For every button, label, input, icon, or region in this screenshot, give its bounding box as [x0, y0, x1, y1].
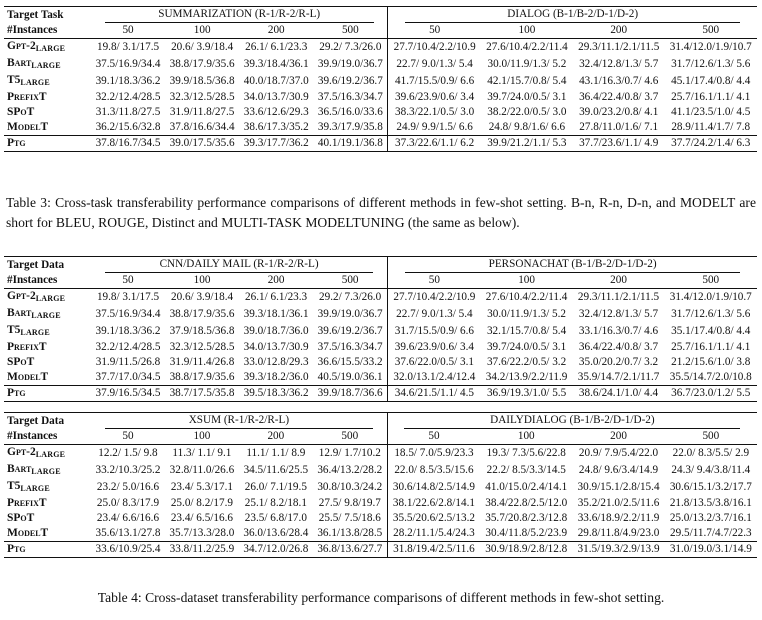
instances-header-cell: 100 — [165, 273, 239, 289]
target-task-label: Target Task — [4, 7, 91, 24]
value-cell: 38.7/17.5/35.8 — [165, 386, 239, 402]
value-cell: 37.8/16.6/34.4 — [169, 121, 235, 133]
table-row — [4, 355, 757, 370]
table-row — [4, 340, 757, 355]
value-cell: 32.0/13.1/2.4/12.4 — [388, 370, 481, 386]
value-cell: 38.4/22.8/2.5/12.0 — [485, 497, 568, 509]
value-cell: 39.6/23.9/0.6/ 3.4 — [388, 90, 481, 105]
method-name: SPoT — [7, 512, 35, 524]
value-cell: 25.0/ 8.2/17.9 — [170, 497, 233, 509]
value-cell: 38.2/22.0/0.5/ 3.0 — [487, 106, 567, 118]
value-cell: 33.6/12.6/29.3 — [243, 106, 309, 118]
method-name: SPoT — [7, 356, 35, 368]
personachat-group-header: PERSONACHAT (B-1/B-2/D-1/D-2) — [405, 257, 741, 273]
value-cell: 24.8/ 9.6/3.4/14.9 — [578, 464, 659, 476]
value-cell: 25.7/16.1/1.1/ 4.1 — [671, 341, 751, 353]
value-cell: 25.0/ 8.3/17.9 — [96, 497, 160, 509]
instances-header-cell: 500 — [664, 23, 757, 39]
value-cell: 36.9/19.3/1.0/ 5.5 — [481, 386, 573, 402]
value-cell: 31.7/12.6/1.3/ 5.6 — [671, 58, 751, 70]
table-row — [4, 136, 757, 152]
method-cell — [4, 323, 91, 340]
instances-label: #Instances — [4, 429, 91, 445]
method-name: T5 — [7, 324, 21, 336]
value-cell: 40.5/19.0/36.1 — [317, 371, 383, 383]
instances-header-cell: 500 — [665, 429, 757, 445]
value-cell: 31.7/12.6/1.3/ 5.6 — [671, 308, 751, 320]
table-row — [4, 105, 757, 120]
value-cell: 31.8/19.4/2.5/11.6 — [387, 542, 480, 558]
value-cell: 33.1/16.3/0.7/ 4.6 — [578, 325, 659, 337]
table-row — [4, 56, 757, 73]
method-name: Bart — [7, 57, 32, 69]
value-cell: 24.8/ 9.8/1.6/ 6.6 — [488, 121, 566, 133]
value-cell: 20.9/ 7.9/5.4/22.0 — [578, 447, 659, 459]
method-name: PrefixT — [7, 497, 47, 509]
instances-header-cell: 50 — [388, 23, 481, 39]
method-cell — [4, 445, 91, 463]
method-name: PrefixT — [7, 341, 47, 353]
table-row — [4, 496, 757, 511]
value-cell: 35.7/13.3/28.0 — [169, 527, 235, 539]
value-cell: 37.9/18.5/36.8 — [169, 325, 235, 337]
instances-header-cell: 100 — [165, 429, 239, 445]
value-cell: 34.6/21.5/1.1/ 4.5 — [388, 386, 481, 402]
value-cell: 40.1/19.1/36.8 — [313, 136, 388, 152]
value-cell: 39.5/18.3/36.2 — [239, 386, 313, 402]
value-cell: 37.7/23.6/1.1/ 4.9 — [573, 136, 665, 152]
instances-header-cell: 500 — [665, 273, 757, 289]
value-cell: 30.0/11.9/1.3/ 5.2 — [487, 58, 567, 70]
table-row — [4, 120, 757, 136]
value-cell: 39.9/21.2/1.1/ 5.3 — [481, 136, 573, 152]
instances-header-cell: 200 — [573, 273, 665, 289]
table-row — [4, 526, 757, 542]
value-cell: 35.7/20.8/2.3/12.8 — [485, 512, 568, 524]
value-cell: 28.2/11.1/5.4/24.3 — [387, 526, 480, 542]
method-cell — [4, 370, 91, 386]
table-row — [4, 462, 757, 479]
instances-header-cell: 500 — [313, 429, 387, 445]
value-cell: 25.0/13.2/3.7/16.1 — [669, 512, 752, 524]
value-cell: 20.6/ 3.9/18.4 — [171, 41, 234, 53]
table-row — [4, 289, 757, 307]
value-cell: 23.5/ 6.8/17.0 — [244, 512, 307, 524]
method-cell — [4, 105, 91, 120]
value-cell: 37.7/17.0/34.5 — [95, 371, 161, 383]
method-name: Gpt-2 — [7, 40, 36, 52]
value-cell: 38.6/17.3/35.2 — [243, 121, 309, 133]
value-cell: 35.1/17.4/0.8/ 4.4 — [671, 325, 751, 337]
value-cell: 28.9/11.4/1.7/ 7.8 — [671, 121, 751, 133]
value-cell: 23.2/ 5.0/16.6 — [96, 481, 160, 493]
value-cell: 32.8/11.0/26.6 — [169, 464, 235, 476]
method-cell — [4, 73, 91, 90]
table-row — [4, 323, 757, 340]
value-cell: 31.4/12.0/1.9/10.7 — [669, 291, 752, 303]
instances-header-cell: 100 — [481, 23, 573, 39]
instances-label: #Instances — [4, 23, 91, 39]
method-cell — [4, 90, 91, 105]
method-cell — [4, 542, 91, 558]
value-cell: 23.4/ 6.6/16.6 — [96, 512, 160, 524]
value-cell: 37.5/16.3/34.7 — [317, 341, 383, 353]
value-cell: 33.2/10.3/25.2 — [95, 464, 161, 476]
method-size-subscript: LARGE — [20, 328, 50, 337]
method-name: T5 — [7, 74, 21, 86]
value-cell: 35.9/14.7/2.1/11.7 — [577, 371, 660, 383]
value-cell: 30.4/11.8/5.2/23.9 — [485, 527, 568, 539]
value-cell: 35.0/20.2/0.7/ 3.2 — [578, 356, 659, 368]
value-cell: 31.3/11.8/27.5 — [95, 106, 161, 118]
table-row — [4, 479, 757, 496]
value-cell: 37.5/16.9/34.4 — [95, 58, 161, 70]
value-cell: 18.5/ 7.0/5.9/23.3 — [387, 445, 480, 463]
value-cell: 27.6/10.4/2.2/11.4 — [485, 291, 568, 303]
value-cell: 39.9/18.5/36.8 — [169, 75, 235, 87]
method-cell — [4, 496, 91, 511]
table-row — [4, 39, 757, 57]
value-cell: 29.5/11.7/4.7/22.3 — [670, 527, 752, 539]
instances-header-cell: 100 — [165, 23, 239, 39]
value-cell: 36.6/15.5/33.2 — [317, 356, 383, 368]
value-cell: 33.6/10.9/25.4 — [91, 542, 165, 558]
method-name: T5 — [7, 480, 21, 492]
instances-header-cell: 50 — [388, 273, 481, 289]
method-cell — [4, 511, 91, 526]
value-cell: 12.9/ 1.7/10.2 — [318, 447, 381, 459]
method-size-subscript: LARGE — [20, 78, 50, 87]
instances-header-cell: 200 — [572, 429, 664, 445]
instances-header-cell: 100 — [481, 273, 573, 289]
instances-header-cell: 200 — [573, 23, 665, 39]
value-cell: 30.9/15.1/2.8/15.4 — [577, 481, 660, 493]
value-cell: 39.3/18.2/36.0 — [243, 371, 309, 383]
value-cell: 38.1/22.6/2.8/14.1 — [387, 496, 480, 511]
value-cell: 37.5/16.3/34.7 — [317, 91, 383, 103]
value-cell: 23.4/ 6.5/16.6 — [170, 512, 233, 524]
method-size-subscript: LARGE — [31, 311, 61, 320]
value-cell: 36.1/13.8/28.5 — [317, 527, 383, 539]
value-cell: 39.3/17.9/35.8 — [317, 121, 383, 133]
instances-header-cell: 100 — [480, 429, 572, 445]
value-cell: 29.3/11.1/2.1/11.5 — [577, 291, 660, 303]
value-cell: 22.7/ 9.0/1.3/ 5.4 — [388, 56, 481, 73]
value-cell: 11.3/ 1.1/ 9.1 — [172, 447, 232, 459]
method-cell — [4, 306, 91, 323]
table-row — [4, 73, 757, 90]
value-cell: 27.7/10.4/2.2/10.9 — [388, 289, 481, 307]
value-cell: 37.5/16.9/34.4 — [95, 308, 161, 320]
method-size-subscript: LARGE — [20, 484, 50, 493]
value-cell: 37.6/22.0/0.5/ 3.1 — [388, 355, 481, 370]
method-name: SPoT — [7, 106, 35, 118]
method-size-subscript: LARGE — [35, 294, 66, 303]
value-cell: 36.5/16.0/33.6 — [317, 106, 383, 118]
value-cell: 39.9/19.0/36.7 — [317, 58, 383, 70]
instances-header-cell: 200 — [239, 429, 313, 445]
method-cell — [4, 39, 91, 57]
method-name: Ptg — [7, 543, 26, 555]
value-cell: 39.6/19.2/36.7 — [317, 75, 383, 87]
value-cell: 22.7/ 9.0/1.3/ 5.4 — [388, 306, 481, 323]
method-cell — [4, 462, 91, 479]
method-name: Gpt-2 — [7, 446, 36, 458]
cnn-dailymail-group-header: CNN/DAILY MAIL (R-1/R-2/R-L) — [105, 257, 374, 273]
method-size-subscript: LARGE — [31, 61, 61, 70]
value-cell: 30.8/10.3/24.2 — [317, 481, 383, 493]
target-data-label: Target Data — [4, 257, 91, 274]
value-cell: 29.2/ 7.3/26.0 — [319, 41, 382, 53]
method-size-subscript: LARGE — [31, 467, 61, 476]
value-cell: 36.2/15.6/32.8 — [95, 121, 161, 133]
value-cell: 30.0/11.9/1.3/ 5.2 — [487, 308, 566, 320]
value-cell: 32.3/12.5/28.5 — [169, 341, 235, 353]
table-row — [4, 511, 757, 526]
value-cell: 39.6/19.2/36.7 — [317, 325, 383, 337]
value-cell: 26.0/ 7.1/19.5 — [244, 481, 307, 493]
value-cell: 36.4/22.4/0.8/ 3.7 — [579, 91, 659, 103]
value-cell: 33.6/18.9/2.2/11.9 — [577, 512, 660, 524]
value-cell: 41.0/15.0/2.4/14.1 — [485, 481, 568, 493]
value-cell: 27.6/10.4/2.2/11.4 — [486, 41, 568, 53]
table-row — [4, 542, 757, 558]
instances-header-cell: 500 — [313, 23, 388, 39]
value-cell: 33.8/11.2/25.9 — [165, 542, 239, 558]
value-cell: 19.8/ 3.1/17.5 — [96, 41, 160, 53]
value-cell: 41.1/23.5/1.0/ 4.5 — [671, 106, 751, 118]
method-name: PrefixT — [7, 91, 47, 103]
instances-header-cell: 200 — [239, 23, 313, 39]
method-cell — [4, 120, 91, 136]
value-cell: 32.1/15.7/0.8/ 5.4 — [486, 325, 567, 337]
table-3 — [4, 6, 757, 152]
value-cell: 39.1/18.3/36.2 — [95, 75, 161, 87]
value-cell: 38.6/24.1/1.0/ 4.4 — [573, 386, 665, 402]
dailydialog-group-header: DAILYDIALOG (B-1/B-2/D-1/D-2) — [404, 413, 740, 429]
value-cell: 29.8/11.8/4.9/23.0 — [577, 527, 660, 539]
value-cell: 39.7/24.0/0.5/ 3.1 — [486, 341, 567, 353]
value-cell: 25.1/ 8.2/18.1 — [244, 497, 307, 509]
value-cell: 25.5/ 7.5/18.6 — [318, 512, 381, 524]
value-cell: 34.0/13.7/30.9 — [243, 91, 309, 103]
value-cell: 45.1/17.4/0.8/ 4.4 — [671, 75, 751, 87]
value-cell: 39.3/18.4/36.1 — [243, 58, 309, 70]
method-cell — [4, 355, 91, 370]
method-size-subscript: LARGE — [35, 44, 66, 53]
value-cell: 31.9/11.4/26.8 — [169, 356, 235, 368]
value-cell: 29.2/ 7.3/26.0 — [319, 291, 382, 303]
value-cell: 21.8/13.5/3.8/16.1 — [669, 497, 752, 509]
table-4-bottom — [4, 412, 757, 558]
value-cell: 35.5/14.7/2.0/10.8 — [669, 371, 752, 383]
value-cell: 27.5/ 9.8/19.7 — [318, 497, 381, 509]
value-cell: 36.0/13.6/28.4 — [243, 527, 309, 539]
value-cell: 21.2/15.6/1.0/ 3.8 — [671, 356, 751, 368]
value-cell: 31.0/19.0/3.1/14.9 — [665, 542, 757, 558]
value-cell: 30.6/15.1/3.2/17.7 — [669, 481, 752, 493]
value-cell: 43.1/16.3/0.7/ 4.6 — [579, 75, 659, 87]
summarization-group-header: SUMMARIZATION (R-1/R-2/R-L) — [105, 7, 374, 23]
xsum-group-header: XSUM (R-1/R-2/R-L) — [105, 413, 373, 429]
value-cell: 41.7/15.5/0.9/ 6.6 — [388, 73, 481, 90]
table-row — [4, 370, 757, 386]
value-cell: 32.4/12.8/1.3/ 5.7 — [578, 308, 659, 320]
table-row — [4, 90, 757, 105]
value-cell: 34.5/11.6/25.5 — [243, 464, 309, 476]
value-cell: 12.2/ 1.5/ 9.8 — [98, 447, 158, 459]
value-cell: 39.3/18.1/36.1 — [243, 308, 309, 320]
instances-header-cell: 50 — [387, 429, 480, 445]
value-cell: 19.3/ 7.3/5.6/22.8 — [486, 447, 566, 459]
value-cell: 31.9/11.5/26.8 — [95, 356, 161, 368]
value-cell: 31.4/12.0/1.9/10.7 — [669, 41, 752, 53]
value-cell: 39.3/17.7/36.2 — [239, 136, 313, 152]
value-cell: 32.3/12.5/28.5 — [169, 91, 235, 103]
instances-header-cell: 50 — [91, 429, 165, 445]
value-cell: 31.9/11.8/27.5 — [169, 106, 235, 118]
table-row — [4, 306, 757, 323]
table-row — [4, 386, 757, 402]
value-cell: 38.8/17.9/35.6 — [169, 308, 235, 320]
value-cell: 32.2/12.4/28.5 — [95, 91, 161, 103]
value-cell: 34.7/12.0/26.8 — [239, 542, 313, 558]
instances-label: #Instances — [4, 273, 91, 289]
value-cell: 39.9/18.7/36.6 — [313, 386, 388, 402]
value-cell: 38.8/17.9/35.6 — [169, 58, 235, 70]
instances-header-cell: 500 — [313, 273, 388, 289]
value-cell: 35.2/21.0/2.5/11.6 — [577, 497, 660, 509]
value-cell: 36.8/13.6/27.7 — [313, 542, 387, 558]
method-name: ModelT — [7, 371, 49, 383]
value-cell: 23.4/ 5.3/17.1 — [170, 481, 233, 493]
value-cell: 11.1/ 1.1/ 8.9 — [246, 447, 306, 459]
value-cell: 26.1/ 6.1/23.3 — [245, 291, 308, 303]
value-cell: 38.8/17.9/35.6 — [169, 371, 235, 383]
value-cell: 37.9/16.5/34.5 — [91, 386, 165, 402]
value-cell: 29.3/11.1/2.1/11.5 — [578, 41, 660, 53]
method-cell — [4, 289, 91, 307]
value-cell: 25.7/16.1/1.1/ 4.1 — [671, 91, 751, 103]
value-cell: 30.9/18.9/2.8/12.8 — [480, 542, 572, 558]
value-cell: 33.0/12.8/29.3 — [243, 356, 309, 368]
value-cell: 34.0/13.7/30.9 — [243, 341, 309, 353]
value-cell: 24.9/ 9.9/1.5/ 6.6 — [388, 120, 481, 136]
value-cell: 22.0/ 8.3/5.5/ 2.9 — [672, 447, 750, 459]
value-cell: 42.1/15.7/0.8/ 5.4 — [487, 75, 567, 87]
value-cell: 27.7/10.4/2.2/10.9 — [388, 39, 481, 57]
value-cell: 39.0/17.5/35.6 — [165, 136, 239, 152]
table-4-caption: Table 4: Cross-dataset transferability performance comparisons of different methods in few-shot setting. — [97, 590, 665, 605]
method-name: Ptg — [7, 137, 26, 149]
value-cell: 19.8/ 3.1/17.5 — [96, 291, 160, 303]
table-row — [4, 445, 757, 463]
value-cell: 24.3/ 9.4/3.8/11.4 — [671, 464, 751, 476]
target-data-label: Target Data — [4, 413, 91, 430]
value-cell: 39.1/18.3/36.2 — [95, 325, 161, 337]
value-cell: 31.5/19.3/2.9/13.9 — [572, 542, 664, 558]
value-cell: 36.4/13.2/28.2 — [317, 464, 383, 476]
value-cell: 31.7/15.5/0.9/ 6.6 — [388, 323, 481, 340]
value-cell: 30.6/14.8/2.5/14.9 — [387, 479, 480, 496]
method-name: Ptg — [7, 387, 26, 399]
method-name: ModelT — [7, 527, 49, 539]
value-cell: 37.8/16.7/34.5 — [91, 136, 165, 152]
method-cell — [4, 526, 91, 542]
method-name: ModelT — [7, 121, 49, 133]
instances-header-cell: 200 — [239, 273, 313, 289]
value-cell: 37.3/22.6/1.1/ 6.2 — [388, 136, 481, 152]
method-cell — [4, 479, 91, 496]
table-3-caption: Table 3: Cross-task transferability performance comparisons of different methods in few-shot setting. B-n, R-n, D-n, and MODELT are short for BLEU, ROUGE, Distinct and MULTI-TASK MODELTUNING (the same as below). — [6, 195, 756, 230]
value-cell: 39.7/24.0/0.5/ 3.1 — [487, 91, 567, 103]
value-cell: 20.6/ 3.9/18.4 — [170, 291, 234, 303]
method-name: Bart — [7, 463, 32, 475]
value-cell: 39.9/19.0/36.7 — [317, 308, 383, 320]
method-name: Gpt-2 — [7, 290, 36, 302]
value-cell: 39.0/18.7/36.0 — [243, 325, 309, 337]
value-cell: 39.0/23.2/0.8/ 4.1 — [579, 106, 659, 118]
value-cell: 32.2/12.4/28.5 — [95, 341, 161, 353]
table-4-top — [4, 256, 757, 402]
value-cell: 37.6/22.2/0.5/ 3.2 — [486, 356, 567, 368]
value-cell: 35.6/13.1/27.8 — [95, 527, 161, 539]
value-cell: 34.2/13.9/2.2/11.9 — [485, 371, 568, 383]
dialog-group-header: DIALOG (B-1/B-2/D-1/D-2) — [405, 7, 740, 23]
method-name: Bart — [7, 307, 32, 319]
value-cell: 22.2/ 8.5/3.3/14.5 — [486, 464, 566, 476]
value-cell: 32.4/12.8/1.3/ 5.7 — [579, 58, 659, 70]
instances-header-cell: 50 — [91, 23, 165, 39]
method-cell — [4, 136, 91, 152]
value-cell: 26.1/ 6.1/23.3 — [245, 41, 308, 53]
method-cell — [4, 386, 91, 402]
value-cell: 35.5/20.6/2.5/13.2 — [387, 511, 480, 526]
value-cell: 36.4/22.4/0.8/ 3.7 — [578, 341, 659, 353]
method-cell — [4, 56, 91, 73]
value-cell: 38.3/22.1/0.5/ 3.0 — [388, 105, 481, 120]
value-cell: 36.7/23.0/1.2/ 5.5 — [665, 386, 757, 402]
value-cell: 37.7/24.2/1.4/ 6.3 — [664, 136, 757, 152]
value-cell: 39.6/23.9/0.6/ 3.4 — [388, 340, 481, 355]
value-cell: 40.0/18.7/37.0 — [243, 75, 309, 87]
instances-header-cell: 50 — [91, 273, 165, 289]
method-cell — [4, 340, 91, 355]
value-cell: 27.8/11.0/1.6/ 7.1 — [579, 121, 659, 133]
value-cell: 22.0/ 8.5/3.5/15.6 — [387, 462, 480, 479]
method-size-subscript: LARGE — [35, 450, 66, 459]
